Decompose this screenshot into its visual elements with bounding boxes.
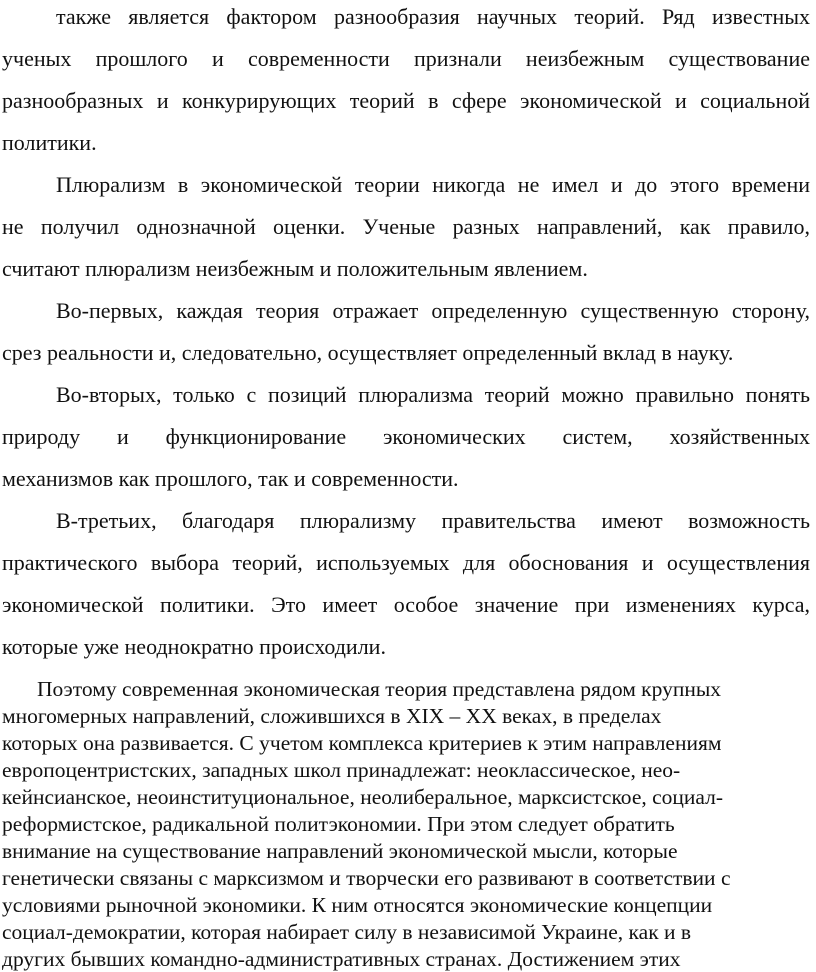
text-line: Плюрализм в экономической теории никогда не имел и до этого времени (56, 172, 810, 197)
text-line: многомерных направлений, сложившихся в XIX – XX веках, в пределах (2, 704, 662, 728)
text-line: В-третьих, благодаря плюрализму правительства имеют возможность (56, 508, 810, 533)
text-line: также является фактором разнообразия научных теорий. Ряд известных (56, 4, 810, 29)
text-line: разнообразных и конкурирующих теорий в сфере экономической и социальной (2, 88, 810, 113)
text-line: Во-вторых, только с позиций плюрализма теорий можно правильно понять (56, 382, 810, 407)
text-line: Поэтому современная экономическая теория представлена рядом крупных (37, 677, 722, 701)
text-line: внимание на существование направлений экономической мысли, которые (2, 839, 678, 863)
text-line: условиями рыночной экономики. К ним относятся экономические концепции (2, 893, 713, 917)
text-line: считают плюрализм неизбежным и положительным явлением. (2, 256, 588, 281)
text-line: генетически связаны с марксизмом и творчески его развивают в соответствии с (2, 866, 731, 890)
text-line: социал-демократии, которая набирает силу в независимой Украине, как и в (2, 920, 692, 944)
text-line: других бывших командно-административных странах. Достижением этих (2, 947, 681, 971)
text-line: не получил однозначной оценки. Ученые разных направлений, как правило, (2, 214, 810, 239)
text-line: кейнсианское, неоинституциональное, неолиберальное, марксистское, социал- (2, 785, 724, 809)
text-line: политики. (2, 130, 97, 155)
text-line: срез реальности и, следовательно, осуществляет определенный вклад в науку. (2, 340, 734, 365)
text-line: европоцентристских, западных школ принадлежат: неоклассическое, нео- (2, 758, 681, 782)
text-line: реформистское, радикальной политэкономии. При этом следует обратить (2, 812, 675, 836)
text-line: которые уже неоднократно происходили. (2, 634, 386, 659)
text-line: Во-первых, каждая теория отражает определенную существенную сторону, (56, 298, 810, 323)
text-line: ученых прошлого и современности признали неизбежным существование (2, 46, 810, 71)
text-line: природу и функционирование экономических систем, хозяйственных (2, 424, 810, 449)
text-line: механизмов как прошлого, так и современности. (2, 466, 459, 491)
text-line: которых она развивается. С учетом комплекса критериев к этим направлениям (2, 731, 722, 755)
text-line: практического выбора теорий, используемых для обоснования и осуществления (2, 550, 810, 575)
text-line: экономической политики. Это имеет особое значение при изменениях курса, (2, 592, 810, 617)
